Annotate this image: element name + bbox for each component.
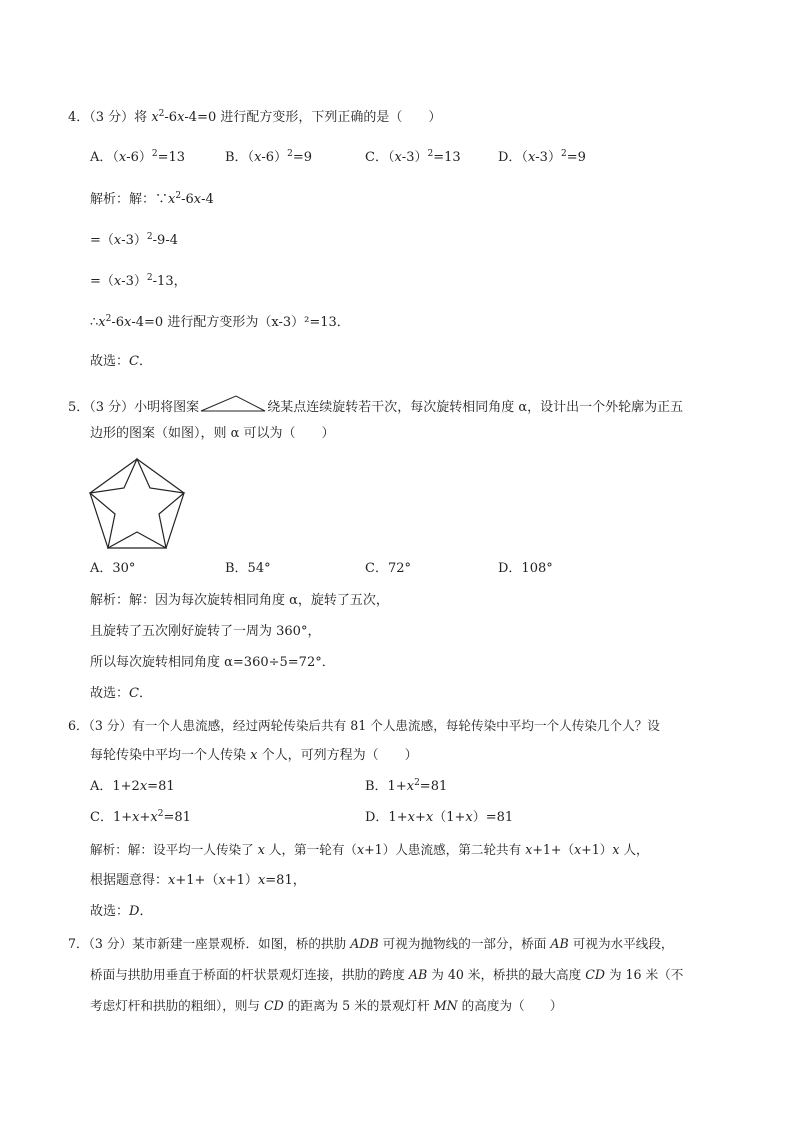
q5-stem-line2: 边形的图案（如图），则 α 可以为（ ） xyxy=(90,426,335,441)
q5-analysis-2: 且旋转了五次刚好旋转了一周为 360°， xyxy=(90,624,321,639)
q7-line2: 桥面与拱肋用垂直于桥面的杆状景观灯连接，拱肋的跨度 AB 为 40 米，桥拱的最大高度 CD 为 16 米（不 xyxy=(90,967,684,982)
q6-option-a[interactable]: A．1+2x=81 xyxy=(90,779,175,794)
q4-step1: $=(x-3)^2-9-4$ xyxy=(90,232,178,248)
q5-option-a[interactable]: A．30° xyxy=(90,561,136,576)
q6-answer: 故选：D． xyxy=(90,904,153,919)
q4-stem: 4．（3 分）将 $x^2-6x-4=0$ 进行配方变形，下列正确的是（ ） xyxy=(68,109,442,125)
q6-option-b[interactable]: B．$1+x^2=81$ xyxy=(365,778,448,794)
q4-step2: $=(x-3)^2-13$， xyxy=(90,273,187,289)
q5-answer: 故选：C． xyxy=(90,686,152,701)
q6-stem-line1: 6．（3 分）有一个人患流感，经过两轮传染后共有 81 个人患流感，每轮传染中平均一个人传染几个人？设 xyxy=(68,718,660,733)
q6-analysis-1: 解析：解：设平均一人传染了 x 人，第一轮有（x+1）人患流感，第二轮共有 x+1+（x+1）x 人， xyxy=(90,842,649,857)
q7-line1: 7．（3 分）某市新建一座景观桥．如图，桥的拱肋 ADB 可视为抛物线的一部分，桥面 AB 可视为水平线段， xyxy=(68,936,674,951)
q5-option-d[interactable]: D．108° xyxy=(498,561,553,576)
triangle-pattern-figure xyxy=(199,394,267,414)
q4-option-c[interactable]: C．$(x-3)^2=13$ xyxy=(365,149,461,165)
q6-option-c[interactable]: C．$1+x+x^2=81$ xyxy=(90,809,191,825)
q5-analysis-1: 解析：解：因为每次旋转相同角度 α，旋转了五次， xyxy=(90,593,389,608)
q5-option-c[interactable]: C．72° xyxy=(365,561,411,576)
q4-option-a[interactable]: A．$(x-6)^2=13$ xyxy=(90,149,186,165)
q4-option-d[interactable]: D．$(x-3)^2=9$ xyxy=(498,149,586,165)
q5-option-b[interactable]: B．54° xyxy=(225,561,271,576)
q4-answer: 故选：C． xyxy=(90,354,152,369)
q4-option-b[interactable]: B．$(x-6)^2=9$ xyxy=(225,149,312,165)
q4-analysis: 解析：解：$\because x^2-6x-4$ xyxy=(90,191,214,207)
q6-analysis-2: 根据题意得：x+1+（x+1）x=81， xyxy=(90,873,306,888)
q6-option-d[interactable]: D．1+x+x（1+x）=81 xyxy=(365,810,514,825)
q5-analysis-3: 所以每次旋转相同角度 α=360÷5=72°． xyxy=(90,655,335,670)
q5-stem-line1: 5．（3 分）小明将图案 绕某点连续旋转若干次，每次旋转相同角度 α，设计出一个外轮廓为正五 xyxy=(68,394,683,418)
pentagon-star-figure xyxy=(88,456,190,554)
q7-line3: 考虑灯杆和拱肋的粗细），则与 CD 的距离为 5 米的景观灯杆 MN 的高度为（ ） xyxy=(90,998,563,1013)
q6-stem-line2: 每轮传染中平均一个人传染 x 个人，可列方程为（ ） xyxy=(90,748,418,763)
q4-conclusion: $\therefore x^2-6x-4=0$ 进行配方变形为（x-3）²=13． xyxy=(90,314,350,330)
